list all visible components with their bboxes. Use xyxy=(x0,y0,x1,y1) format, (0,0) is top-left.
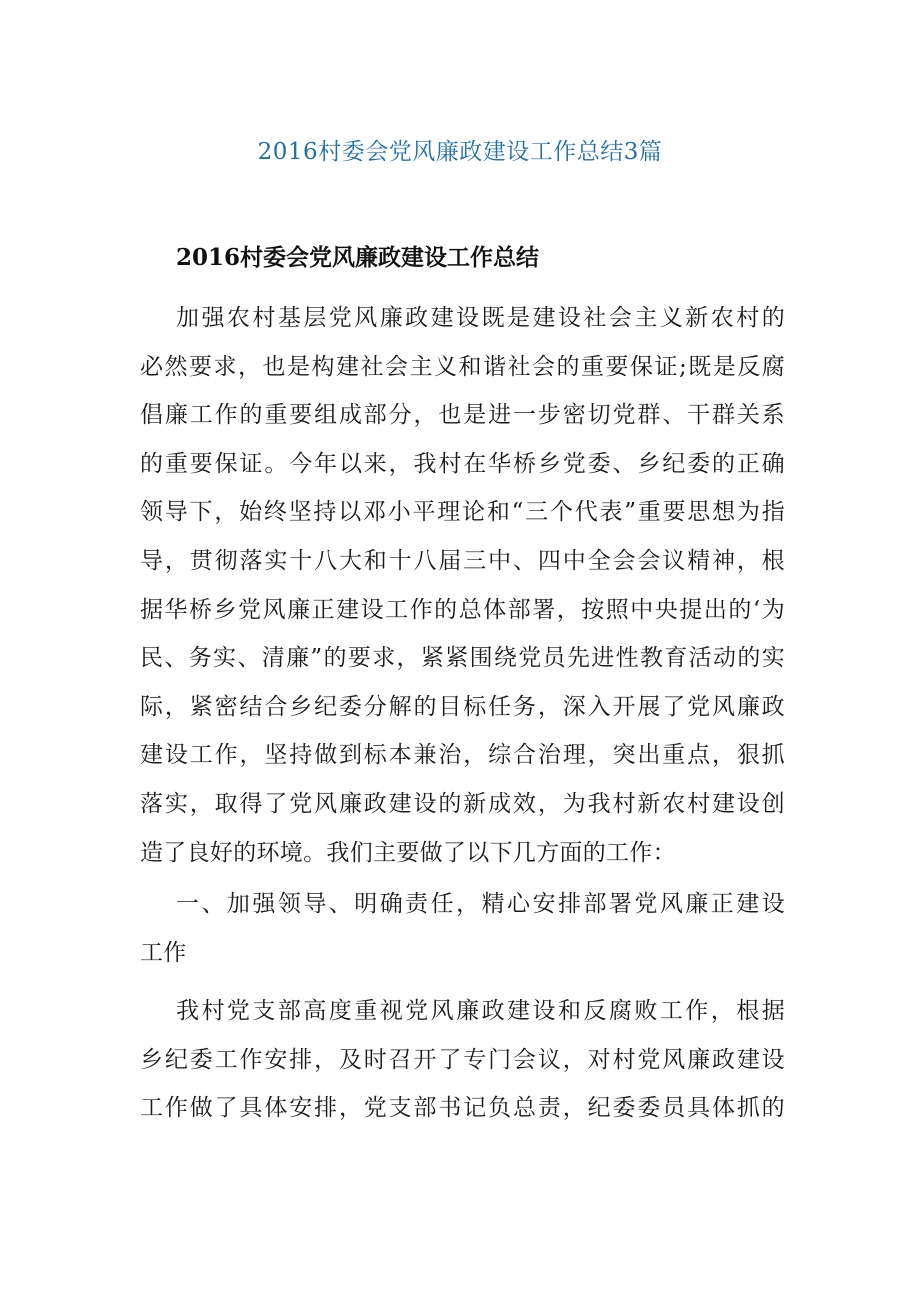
text-line: 我村党支部高度重视党风廉政建设和反腐败工作，根据 xyxy=(176,998,785,1024)
text-line: 一、加强领导、明确责任，精心安排部署党风廉正建设 xyxy=(176,891,785,917)
text-line: 际，紧密结合乡纪委分解的目标任务，深入开展了党风廉政 xyxy=(140,693,785,720)
text-line: 倡廉工作的重要组成部分，也是进一步密切党群、干群关系 xyxy=(140,402,785,429)
text-line: 加强农村基层党风廉政建设既是建设社会主义新农村的 xyxy=(176,305,785,331)
text-line: 民、务实、清廉”的要求，紧紧围绕党员先进性教育活动的实 xyxy=(140,645,785,672)
text-line: 的重要保证。今年以来，我村在华桥乡党委、乡纪委的正确 xyxy=(140,450,785,477)
text-line: 工作做了具体安排，党支部书记负总责，纪委委员具体抓的 xyxy=(140,1095,785,1122)
text-line: 必然要求，也是构建社会主义和谐社会的重要保证;既是反腐 xyxy=(140,353,785,380)
body-paragraph-intro xyxy=(140,294,785,877)
body-paragraph-party-branch xyxy=(140,987,785,1133)
text-line: 工作 xyxy=(140,939,187,966)
text-line: 据华桥乡党风廉正建设工作的总体部署，按照中央提出的‘为 xyxy=(140,596,785,623)
text-line: 乡纪委工作安排，及时召开了专门会议，对村党风廉政建设 xyxy=(140,1046,785,1073)
text-line: 建设工作，坚持做到标本兼治，综合治理，突出重点，狠抓 xyxy=(140,742,785,769)
body-paragraph-section-one xyxy=(140,880,785,977)
text-line: 造了良好的环境。我们主要做了以下几方面的工作： xyxy=(140,839,676,866)
text-line: 导，贯彻落实十八大和十八届三中、四中全会会议精神，根 xyxy=(140,547,785,574)
section-heading: 2016村委会党风廉政建设工作总结 xyxy=(176,244,540,271)
text-line: 落实，取得了党风廉政建设的新成效，为我村新农村建设创 xyxy=(140,790,785,817)
document-title: 2016村委会党风廉政建设工作总结3篇 xyxy=(257,139,663,165)
text-line: 领导下，始终坚持以邓小平理论和“三个代表”重要思想为指 xyxy=(140,499,785,526)
